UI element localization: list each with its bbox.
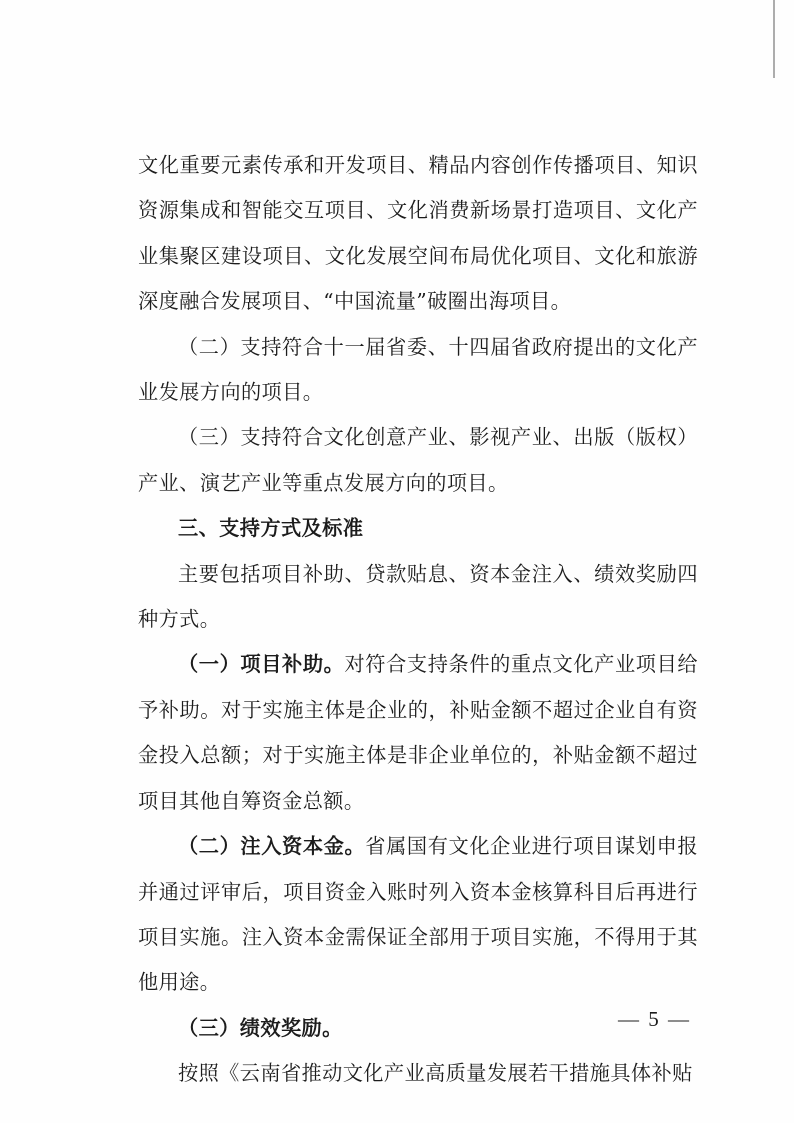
paragraph-text: 省属国有文化企业进行项目谋划申报并通过评审后，项目资金入账时列入资本金核算科目后再进行项目实施。注入资本金需保证全部用于项目实施，不得用于其他用途。 xyxy=(138,834,698,995)
paragraph-project-subsidy xyxy=(138,642,698,824)
paragraph-text: 文化重要元素传承和开发项目、精品内容创作传播项目、知识资源集成和智能交互项目、文化消费新场景打造项目、文化产业集聚区建设项目、文化发展空间布局优化项目、文化和旅游深度融合发展项目、“中国流量”破圈出海项目。 xyxy=(138,153,698,314)
paragraph-according-to xyxy=(138,1051,698,1096)
scan-edge-line xyxy=(773,0,775,78)
section-heading xyxy=(138,506,698,551)
paragraph-key-industries xyxy=(138,415,698,506)
section-heading-text: 三、支持方式及标准 xyxy=(178,516,364,541)
paragraph-performance-reward xyxy=(138,1006,698,1051)
paragraph-support-methods xyxy=(138,552,698,643)
paragraph-provincial-direction xyxy=(138,325,698,416)
paragraph-text: 按照《云南省推动文化产业高质量发展若干措施具体补贴 xyxy=(178,1061,693,1086)
page-number: — 5 — xyxy=(618,1007,691,1031)
paragraph-lead: （三）绩效奖励。 xyxy=(178,1015,343,1040)
document-body xyxy=(138,143,698,1097)
paragraph-text: （三）支持符合文化创意产业、影视产业、出版（版权）产业、演艺产业等重点发展方向的项目。 xyxy=(138,425,698,495)
paragraph-project-list xyxy=(138,143,698,325)
paragraph-text: 主要包括项目补助、贷款贴息、资本金注入、绩效奖励四种方式。 xyxy=(138,561,698,632)
paragraph-text: （二）支持符合十一届省委、十四届省政府提出的文化产业发展方向的项目。 xyxy=(138,334,698,405)
paragraph-lead: （二）注入资本金。 xyxy=(178,834,366,859)
paragraph-lead: （一）项目补助。 xyxy=(178,652,345,677)
paragraph-capital-injection xyxy=(138,824,698,1006)
paragraph-text: 对符合支持条件的重点文化产业项目给予补助。对于实施主体是企业的，补贴金额不超过企业自有资金投入总额；对于实施主体是非企业单位的，补贴金额不超过项目其他自筹资金总额。 xyxy=(138,652,698,813)
